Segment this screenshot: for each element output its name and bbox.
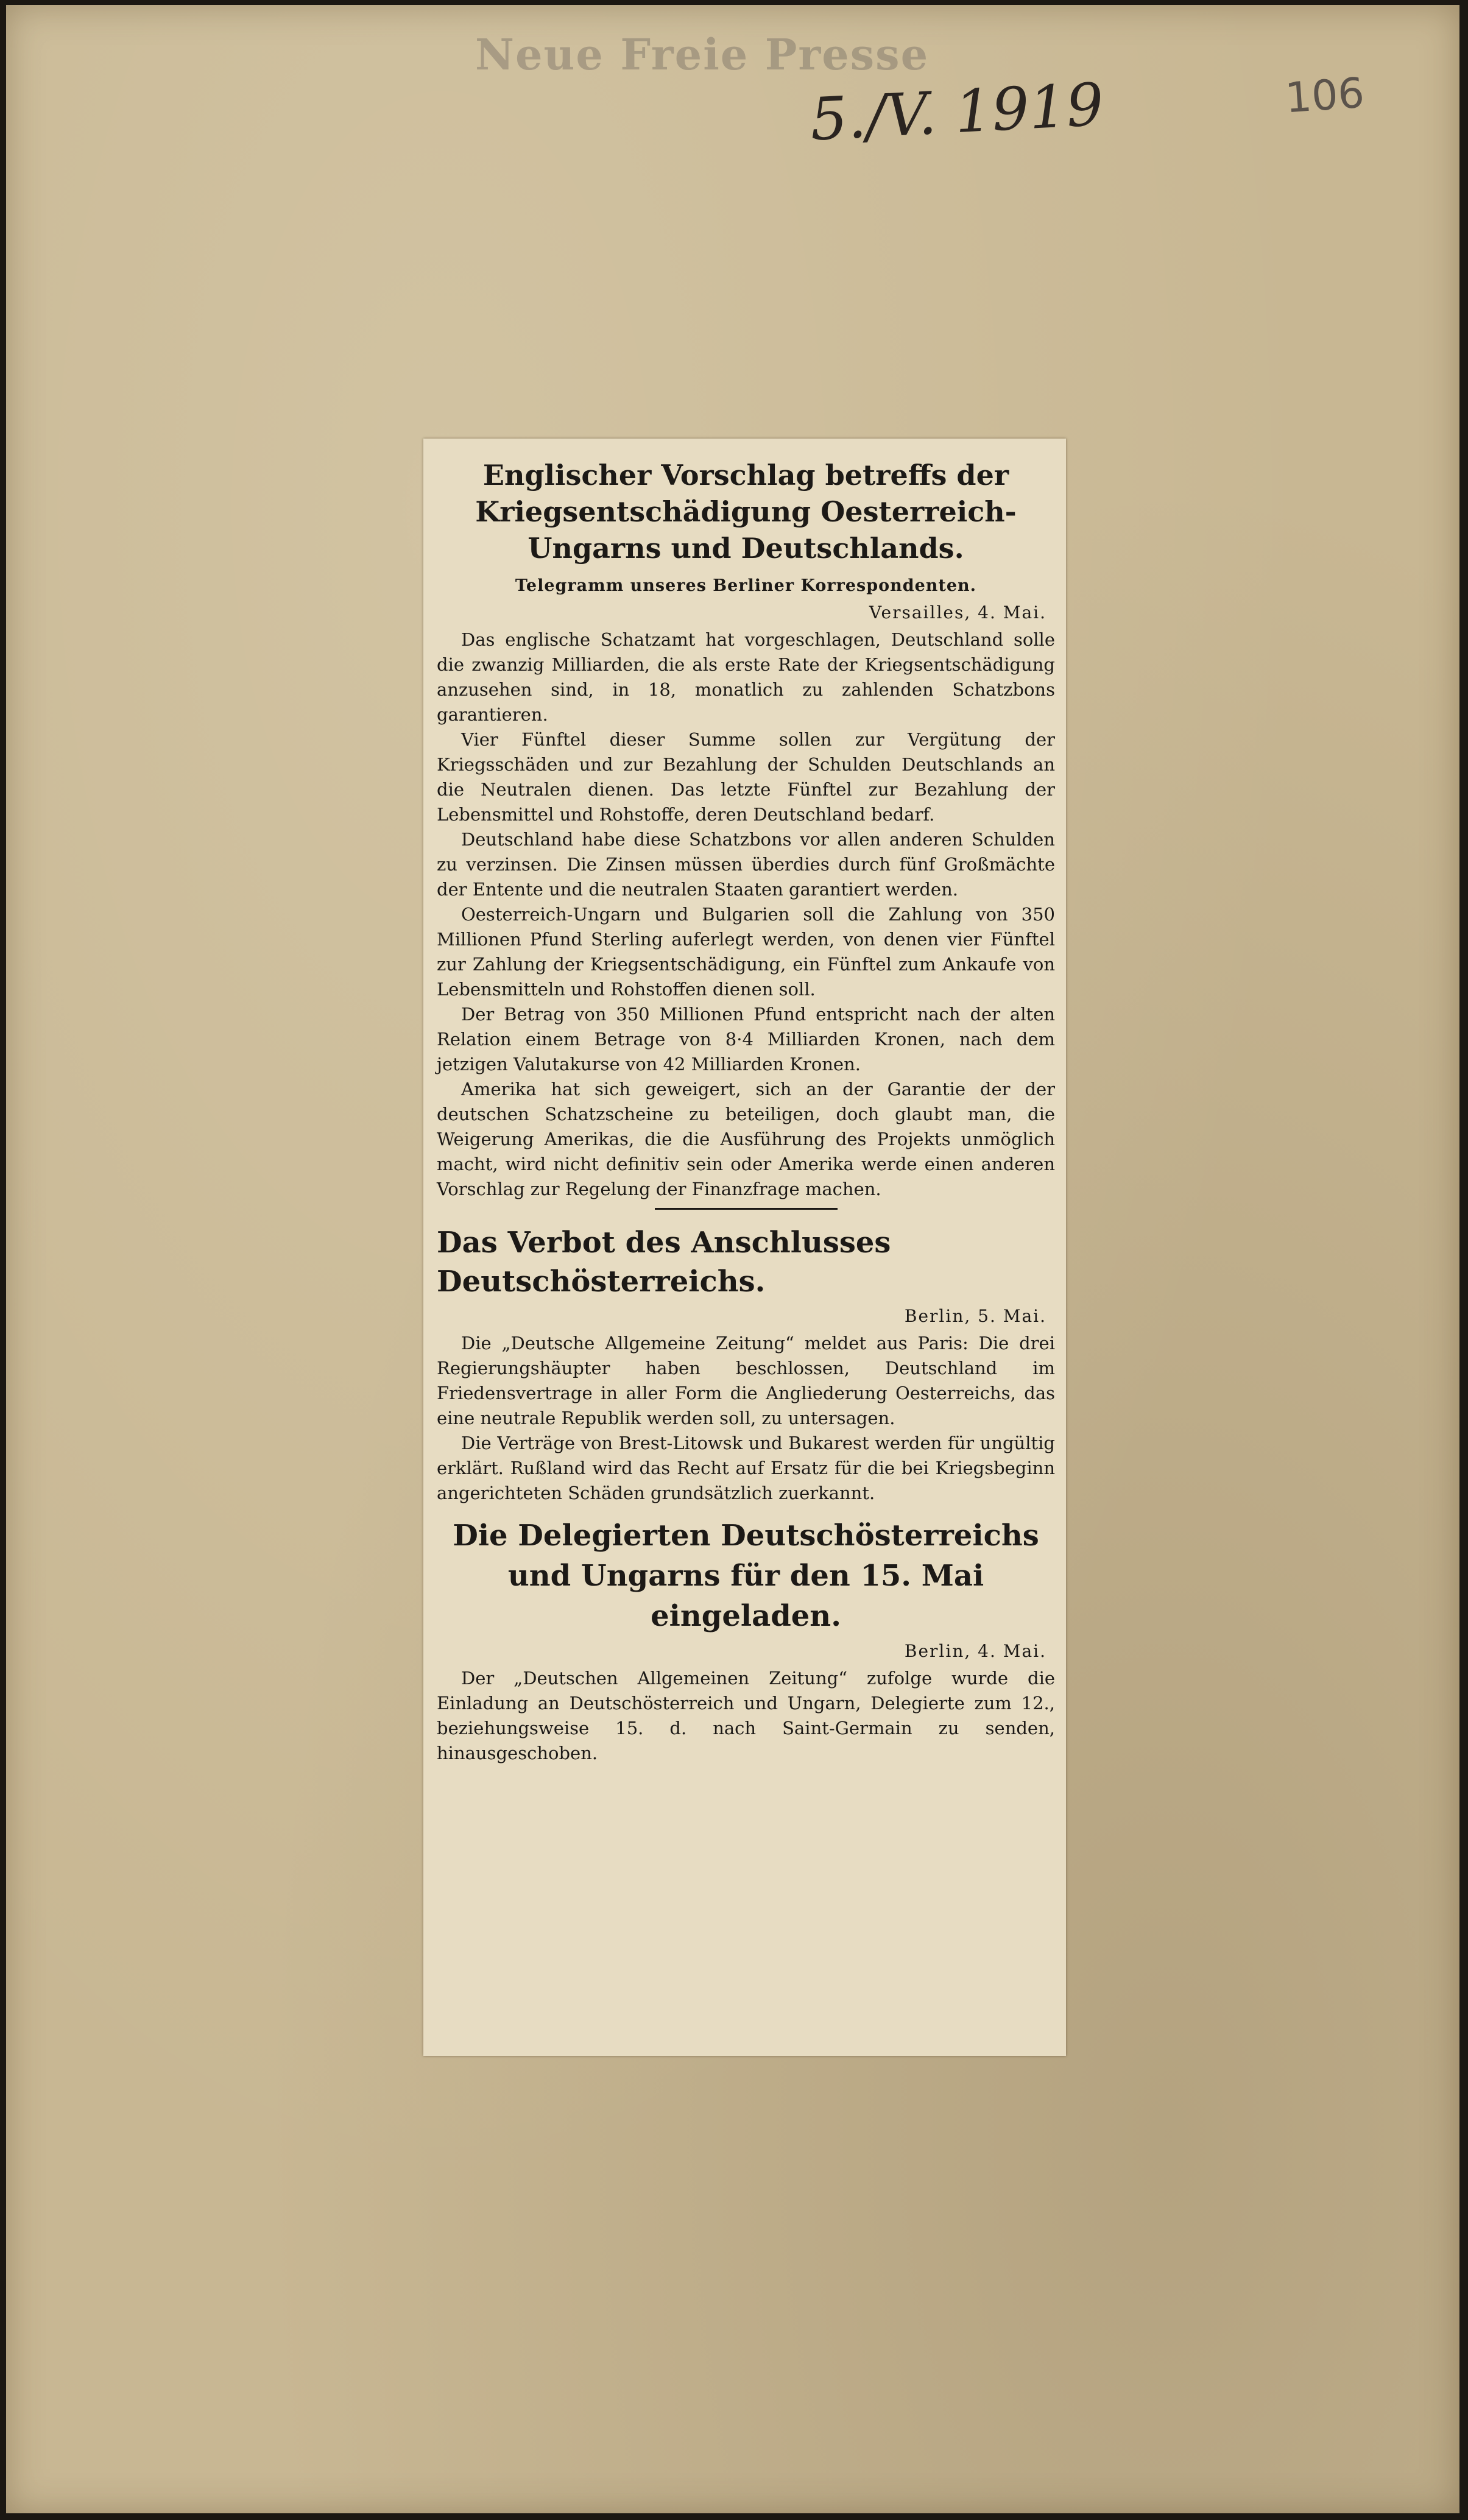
article-divider [655, 1208, 838, 1210]
article-delegates [437, 1516, 1055, 1766]
article2-paragraph: Die Verträge von Brest-Litowsk und Bukarest werden für ungültig erklärt. Rußland wird das Recht auf Ersatz für die bei Kriegsbeginn angerichteten Schäden grundsätzlich zuerkannt. [437, 1433, 1055, 1503]
article1-paragraph: Deutschland habe diese Schatzbons vor allen anderen Schulden zu verzinsen. Die Zinsen müssen überdies durch fünf Großmächte der Entente und die neutralen Staaten garantiert werden. [437, 829, 1055, 900]
article1-headline: Englischer Vorschlag betreffs der Kriegsentschädigung Oesterreich-Ungarns und Deutschlands. [475, 459, 1017, 565]
newspaper-clipping [423, 439, 1066, 2056]
article3-paragraph: Der „Deutschen Allgemeinen Zeitung“ zufolge wurde die Einladung an Deutschösterreich und Ungarn, Delegierte zum 12., beziehungsweise 15. d. nach Saint-Germain zu senden, hinausgeschoben. [437, 1668, 1055, 1763]
article1-paragraph: Oesterreich-Ungarn und Bulgarien soll die Zahlung von 350 Millionen Pfund Sterling auferlegt werden, von denen vier Fünftel zur Zahlung der Kriegsentschädigung, ein Fünftel zum Ankaufe von Lebensmitteln und Rohstoffen dienen soll. [437, 904, 1055, 1000]
handwritten-date: 5./V. 1919 [808, 70, 1106, 154]
article2-headline: Das Verbot des Anschlusses Deutschösterreichs. [437, 1226, 891, 1299]
article1-paragraph: Der Betrag von 350 Millionen Pfund entspricht nach der alten Relation einem Betrage von 8·4 Milliarden Kronen, nach dem jetzigen Valutakurse von 42 Milliarden Kronen. [437, 1004, 1055, 1075]
article-reparations [437, 457, 1055, 1210]
article1-subhead: Telegramm unseres Berliner Korrespondenten. [515, 576, 977, 595]
folio-number: 106 [1283, 69, 1366, 123]
article1-paragraph: Amerika hat sich geweigert, sich an der Garantie der der deutschen Schatzscheine zu beteiligen, doch glaubt man, die Weigerung Amerikas, die die Ausführung des Projekts unmöglich macht, wird nicht definitiv sein oder Amerika werde einen anderen Vorschlag zur Regelung der Finanzfrage machen. [437, 1079, 1055, 1199]
article3-headline: Die Delegierten Deutschösterreichs und Ungarns für den 15. Mai eingeladen. [453, 1519, 1039, 1633]
article2-dateline: Berlin, 5. Mai. [904, 1306, 1046, 1326]
newspaper-stamp: Neue Freie Presse [475, 29, 930, 80]
article3-dateline: Berlin, 4. Mai. [904, 1641, 1046, 1661]
article2-paragraph: Die „Deutsche Allgemeine Zeitung“ meldet aus Paris: Die drei Regierungshäupter haben beschlossen, Deutschland im Friedensvertrage in aller Form die Angliederung Oesterreichs, das eine neutrale Republik werden soll, zu untersagen. [437, 1333, 1055, 1428]
article1-paragraph: Das englische Schatzamt hat vorgeschlagen, Deutschland solle die zwanzig Milliarden, die als erste Rate der Kriegsentschädigung anzusehen sind, in 18, monatlich zu zahlenden Schatzbons garantieren. [437, 629, 1055, 725]
article1-dateline: Versailles, 4. Mai. [869, 602, 1046, 623]
article1-paragraph: Vier Fünftel dieser Summe sollen zur Vergütung der Kriegsschäden und zur Bezahlung der Schulden Deutschlands an die Neutralen dienen. Das letzte Fünftel zur Bezahlung der Lebensmittel und Rohstoffe, deren Deutschland bedarf. [437, 729, 1055, 825]
article-anschluss [437, 1223, 1055, 1506]
